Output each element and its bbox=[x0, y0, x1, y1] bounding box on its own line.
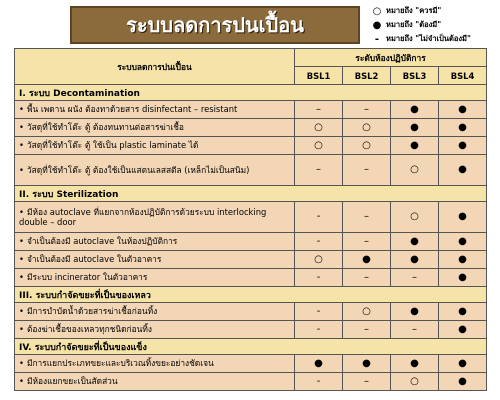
bullet-icon: • bbox=[19, 236, 24, 247]
row-text: มีระบบ incinerator ในตัวอาคาร bbox=[26, 272, 148, 283]
level-cell-bsl4: ● bbox=[439, 373, 487, 391]
table-row bbox=[15, 269, 487, 287]
level-cell-bsl4: ● bbox=[439, 202, 487, 233]
level-cell-bsl2: – bbox=[343, 202, 391, 233]
legend-item bbox=[368, 18, 498, 32]
level-cell-bsl2: – bbox=[343, 233, 391, 251]
legend-text: หมายถึง "ควรมี" bbox=[386, 6, 442, 15]
section-title: III. ระบบกำจัดขยะที่เป็นของเหลว bbox=[15, 287, 487, 303]
table-row bbox=[15, 137, 487, 155]
section-header-row bbox=[15, 339, 487, 355]
row-text: วัสดุที่ใช้ทำโต๊ะ ตู้ ต้องทนทานต่อสารฆ่าเชื้อ bbox=[26, 122, 184, 133]
level-cell-bsl4: ● bbox=[439, 233, 487, 251]
table-row bbox=[15, 233, 487, 251]
header-bsl1: BSL1 bbox=[295, 67, 343, 85]
section-title: IV. ระบบกำจัดขยะที่เป็นของแข็ง bbox=[15, 339, 487, 355]
header-bsl4: BSL4 bbox=[439, 67, 487, 85]
level-cell-bsl3: – bbox=[391, 321, 439, 339]
level-cell-bsl3: ● bbox=[391, 355, 439, 373]
row-text: พื้น เพดาน ผนัง ต้องทาด้วยสาร disinfectant – resistant bbox=[26, 104, 238, 115]
level-cell-bsl3: ● bbox=[391, 137, 439, 155]
bullet-icon: • bbox=[19, 254, 24, 265]
row-text: วัสดุที่ใช้ทำโต๊ะ ตู้ ใช้เป็น plastic laminate ได้ bbox=[26, 140, 199, 151]
section-header-row bbox=[15, 85, 487, 101]
level-cell-bsl3: ● bbox=[391, 233, 439, 251]
level-cell-bsl1: - bbox=[295, 269, 343, 287]
header-bsl2: BSL2 bbox=[343, 67, 391, 85]
level-cell-bsl1: - bbox=[295, 233, 343, 251]
table-body bbox=[15, 85, 487, 391]
level-cell-bsl2: ○ bbox=[343, 137, 391, 155]
row-description bbox=[15, 321, 295, 339]
level-cell-bsl1: – bbox=[295, 155, 343, 186]
level-cell-bsl3: – bbox=[391, 269, 439, 287]
table-row bbox=[15, 101, 487, 119]
requirements-table-wrap bbox=[14, 48, 486, 391]
legend-text: หมายถึง "ไม่จำเป็นต้องมี" bbox=[386, 34, 471, 43]
level-cell-bsl2: – bbox=[343, 373, 391, 391]
level-cell-bsl2: – bbox=[343, 321, 391, 339]
level-cell-bsl4: ● bbox=[439, 155, 487, 186]
legend-symbol: ○ bbox=[372, 5, 382, 17]
table-row bbox=[15, 355, 487, 373]
header-bsl3: BSL3 bbox=[391, 67, 439, 85]
level-cell-bsl4: ● bbox=[439, 269, 487, 287]
row-description bbox=[15, 355, 295, 373]
row-description bbox=[15, 233, 295, 251]
row-description bbox=[15, 119, 295, 137]
level-cell-bsl4: ● bbox=[439, 355, 487, 373]
level-cell-bsl2: ○ bbox=[343, 119, 391, 137]
level-cell-bsl4: ● bbox=[439, 303, 487, 321]
row-text: มีห้อง autoclave ที่แยกจากห้องปฏิบัติการด้วยระบบ interlocking double – door bbox=[19, 206, 267, 227]
row-text: จำเป็นต้องมี autoclave ในตัวอาคาร bbox=[26, 254, 162, 265]
level-cell-bsl1: - bbox=[295, 373, 343, 391]
level-cell-bsl1: – bbox=[295, 101, 343, 119]
header-lab-level-group: ระดับห้องปฏิบัติการ bbox=[295, 49, 487, 67]
table-row bbox=[15, 155, 487, 186]
row-text: มีการแยกประเภทขยะและบริเวณทิ้งขยะอย่างชัดเจน bbox=[26, 358, 214, 369]
table-row bbox=[15, 373, 487, 391]
level-cell-bsl1: - bbox=[295, 303, 343, 321]
bullet-icon: • bbox=[19, 104, 24, 115]
bullet-icon: • bbox=[19, 306, 24, 317]
level-cell-bsl3: ○ bbox=[391, 202, 439, 233]
legend-symbol: ● bbox=[372, 19, 382, 31]
level-cell-bsl2: – bbox=[343, 155, 391, 186]
level-cell-bsl4: ● bbox=[439, 321, 487, 339]
row-description bbox=[15, 101, 295, 119]
section-title: II. ระบบ Sterilization bbox=[15, 186, 487, 202]
level-cell-bsl3: ● bbox=[391, 101, 439, 119]
level-cell-bsl2: – bbox=[343, 269, 391, 287]
bullet-icon: • bbox=[19, 164, 24, 175]
level-cell-bsl4: ● bbox=[439, 119, 487, 137]
title-banner bbox=[70, 6, 360, 44]
section-header-row bbox=[15, 186, 487, 202]
bullet-icon: • bbox=[19, 324, 24, 335]
section-title: I. ระบบ Decontamination bbox=[15, 85, 487, 101]
level-cell-bsl1: - bbox=[295, 321, 343, 339]
row-description bbox=[15, 202, 295, 233]
row-text: ต้องฆ่าเชื้อของเหลวทุกชนิดก่อนทิ้ง bbox=[26, 324, 152, 335]
legend bbox=[368, 4, 498, 46]
row-text: จำเป็นต้องมี autoclave ในห้องปฏิบัติการ bbox=[26, 236, 178, 247]
level-cell-bsl1: - bbox=[295, 202, 343, 233]
level-cell-bsl1: ● bbox=[295, 355, 343, 373]
section-header-row bbox=[15, 287, 487, 303]
row-text: วัสดุที่ใช้ทำโต๊ะ ตู้ ต้องใช้เป็นแสตนเลสสตีล (เหล็กไม่เป็นสนิม) bbox=[26, 164, 250, 175]
table-row bbox=[15, 251, 487, 269]
bullet-icon: • bbox=[19, 376, 24, 387]
table-row bbox=[15, 321, 487, 339]
level-cell-bsl3: ● bbox=[391, 251, 439, 269]
table-row bbox=[15, 119, 487, 137]
level-cell-bsl2: ○ bbox=[343, 303, 391, 321]
bullet-icon: • bbox=[19, 122, 24, 133]
bullet-icon: • bbox=[19, 140, 24, 151]
level-cell-bsl4: ● bbox=[439, 137, 487, 155]
bullet-icon: • bbox=[19, 358, 24, 369]
legend-item bbox=[368, 4, 498, 18]
row-description bbox=[15, 137, 295, 155]
requirements-table bbox=[14, 48, 487, 391]
bullet-icon: • bbox=[19, 206, 24, 217]
level-cell-bsl1: ○ bbox=[295, 137, 343, 155]
level-cell-bsl2: – bbox=[343, 101, 391, 119]
legend-item bbox=[368, 32, 498, 46]
row-text: มีการบำบัดน้ำด้วยสารฆ่าเชื้อก่อนทิ้ง bbox=[26, 306, 158, 317]
bullet-icon: • bbox=[19, 272, 24, 283]
row-text: มีห้องแยกขยะเป็นสัดส่วน bbox=[26, 376, 118, 387]
row-description bbox=[15, 373, 295, 391]
legend-text: หมายถึง "ต้องมี" bbox=[386, 20, 442, 29]
row-description bbox=[15, 155, 295, 186]
level-cell-bsl4: ● bbox=[439, 251, 487, 269]
level-cell-bsl4: ● bbox=[439, 101, 487, 119]
header-description: ระบบลดการปนเปื้อน bbox=[15, 49, 295, 85]
row-description bbox=[15, 251, 295, 269]
table-row bbox=[15, 202, 487, 233]
level-cell-bsl1: ○ bbox=[295, 251, 343, 269]
row-description bbox=[15, 303, 295, 321]
level-cell-bsl1: ○ bbox=[295, 119, 343, 137]
level-cell-bsl2: ● bbox=[343, 251, 391, 269]
row-description bbox=[15, 269, 295, 287]
level-cell-bsl3: ● bbox=[391, 119, 439, 137]
legend-symbol: - bbox=[374, 33, 380, 45]
table-row bbox=[15, 303, 487, 321]
level-cell-bsl2: ● bbox=[343, 355, 391, 373]
page-title: ระบบลดการปนเปื้อน bbox=[126, 13, 304, 37]
level-cell-bsl3: ○ bbox=[391, 373, 439, 391]
level-cell-bsl3: ● bbox=[391, 303, 439, 321]
level-cell-bsl3: ○ bbox=[391, 155, 439, 186]
